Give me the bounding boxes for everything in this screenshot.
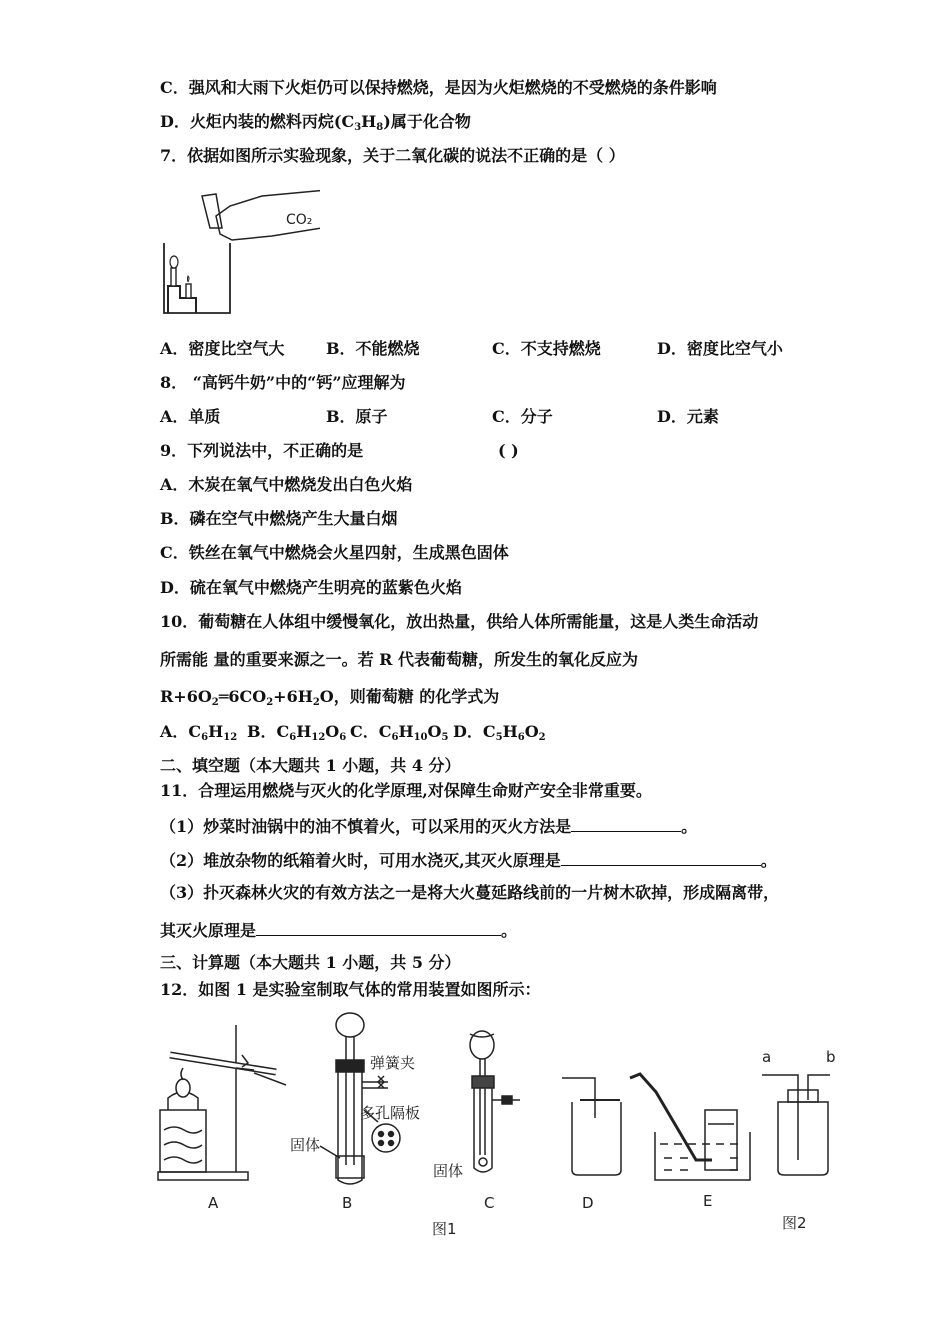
apparatus-b	[320, 1013, 400, 1184]
q9-option-d: D．硫在氧气中燃烧产生明亮的蓝紫色火焰	[160, 578, 462, 597]
formula-sub: 6	[391, 732, 399, 743]
formula-sub: 12	[311, 732, 326, 743]
port-a-label: a	[762, 1048, 772, 1066]
answer-blank-2[interactable]	[561, 849, 761, 866]
q10-line2: 所需能 量的重要来源之一。若 R 代表葡萄糖，所发生的氧化反应为	[160, 650, 639, 669]
formula-part: O	[325, 722, 340, 741]
section2-heading: 二、填空题（本大题共 1 小题，共 4 分）	[160, 756, 461, 775]
formula-part: C．C	[350, 722, 392, 741]
q10-equation	[160, 687, 499, 707]
q11-part1-text: （1）炒菜时油锅中的油不慎着火，可以采用的灭火方法是	[160, 817, 572, 836]
apparatus-figure	[150, 1010, 850, 1245]
q8-option-d: D．元素	[657, 407, 719, 426]
q6-d-text: )属于化合物	[383, 112, 471, 131]
formula-sub: 10	[413, 732, 428, 743]
formula-part: H	[398, 722, 414, 741]
eq-sub: 2	[312, 697, 320, 708]
label-a: A	[208, 1194, 219, 1212]
eq-sub: 2	[211, 697, 219, 708]
section3-heading: 三、计算题（本大题共 1 小题，共 5 分）	[160, 953, 461, 972]
q6-d-text: D．火炬内装的燃料丙烷(C	[160, 112, 355, 131]
candle-flame-icon	[170, 256, 178, 268]
q7-option-a: A．密度比空气大	[160, 339, 285, 358]
co2-candle-figure	[160, 188, 320, 318]
q11-part3b	[160, 919, 517, 941]
q9-option-b: B．磷在空气中燃烧产生大量白烟	[160, 509, 398, 528]
port-b-label: b	[826, 1048, 836, 1066]
q10-option-c	[350, 722, 448, 742]
q11-part1	[160, 815, 697, 837]
formula-sub: 5	[441, 732, 449, 743]
q11-part2-text: （2）堆放杂物的纸箱着火时，可用水浇灭,其灭火原理是	[160, 851, 561, 870]
q11-part3: （3）扑灭森林火灾的有效方法之一是将大火蔓延路线前的一片树木砍掉，形成隔离带，	[160, 883, 780, 902]
solid-label-b: 固体	[290, 1136, 321, 1154]
label-c: C	[484, 1194, 495, 1212]
period: 。	[501, 921, 518, 940]
q7-option-c: C．不支持燃烧	[492, 339, 601, 358]
formula-part: O	[524, 722, 539, 741]
apparatus-e	[630, 1074, 750, 1180]
eq-part: ═6CO	[218, 687, 267, 706]
lower-candle	[186, 284, 191, 298]
q10-option-d	[453, 722, 546, 742]
porous-plate-label: 多孔隔板	[360, 1104, 421, 1122]
formula-part: H	[208, 722, 224, 741]
q8-option-c: C．分子	[492, 407, 553, 426]
eq-part: R+6O	[160, 687, 212, 706]
formula-part: D．C	[453, 722, 496, 741]
period: 。	[760, 851, 777, 870]
formula-sub: 6	[339, 732, 347, 743]
label-b: B	[342, 1194, 353, 1212]
eq-part: +6H	[273, 687, 313, 706]
apparatus-fig2	[762, 1075, 830, 1175]
apparatus-d	[562, 1078, 621, 1175]
bottle-neck	[202, 194, 222, 228]
eq-part: O，则葡萄糖 的化学式为	[319, 687, 500, 706]
q9-stem: 9．下列说法中，不正确的是	[160, 441, 364, 460]
q10-option-b	[247, 722, 346, 742]
formula-sub: 6	[289, 732, 297, 743]
label-e: E	[703, 1192, 713, 1210]
q10-option-a	[160, 722, 237, 742]
q9-option-a: A．木炭在氧气中燃烧发出白色火焰	[160, 475, 413, 494]
q8-option-a: A．单质	[160, 407, 221, 426]
formula-sub: 2	[538, 732, 546, 743]
apparatus-a	[158, 1025, 286, 1180]
formula-sub: 12	[223, 732, 238, 743]
formula-part: H	[502, 722, 518, 741]
q11-stem: 11．合理运用燃烧与灭火的化学原理,对保障生命财产安全非常重要。	[160, 781, 652, 800]
q8-stem: 8． “高钙牛奶”中的“钙”应理解为	[160, 373, 406, 392]
q12-stem: 12．如图 1 是实验室制取气体的常用装置如图所示：	[160, 980, 541, 999]
eq-sub: 2	[266, 697, 274, 708]
figure-1-caption: 图1	[432, 1220, 457, 1238]
period: 。	[681, 817, 698, 836]
candle-wick-icon	[188, 276, 190, 282]
formula-sub: 6	[517, 732, 525, 743]
formula-part: O	[427, 722, 442, 741]
q7-stem: 7．依据如图所示实验现象，关于二氧化碳的说法不正确的是（ ）	[160, 146, 625, 165]
q7-option-b: B．不能燃烧	[326, 339, 420, 358]
q11-part3b-text: 其灭火原理是	[160, 921, 257, 940]
stepped-stand	[168, 286, 196, 313]
q11-part2	[160, 849, 777, 871]
apparatus-c	[470, 1031, 520, 1172]
q6-d-text: H	[361, 112, 377, 131]
spring-clip-label: 弹簧夹	[370, 1054, 416, 1072]
q6-option-d	[160, 112, 471, 132]
formula-part: B．C	[247, 722, 290, 741]
q9-answer-paren: ( )	[498, 441, 519, 460]
answer-blank-3[interactable]	[256, 919, 501, 936]
formula-part: A．C	[160, 722, 202, 741]
formula-part: H	[296, 722, 312, 741]
q6-d-sub: 3	[354, 122, 362, 133]
co2-label: CO₂	[286, 212, 313, 228]
upper-candle	[171, 268, 176, 286]
q6-option-c: C．强风和大雨下火炬仍可以保持燃烧，是因为火炬燃烧的不受燃烧的条件影响	[160, 78, 717, 97]
q10-line1: 10．葡萄糖在人体组中缓慢氧化，放出热量，供给人体所需能量，这是人类生命活动	[160, 612, 759, 631]
q8-option-b: B．原子	[326, 407, 388, 426]
formula-sub: 6	[201, 732, 209, 743]
q9-option-c: C．铁丝在氧气中燃烧会火星四射，生成黑色固体	[160, 543, 509, 562]
figure-2-caption: 图2	[782, 1214, 807, 1232]
answer-blank-1[interactable]	[571, 815, 681, 832]
formula-sub: 5	[495, 732, 503, 743]
q7-option-d: D．密度比空气小	[657, 339, 783, 358]
solid-label-c: 固体	[433, 1162, 464, 1180]
q6-d-sub: 8	[376, 122, 384, 133]
label-d: D	[582, 1194, 594, 1212]
